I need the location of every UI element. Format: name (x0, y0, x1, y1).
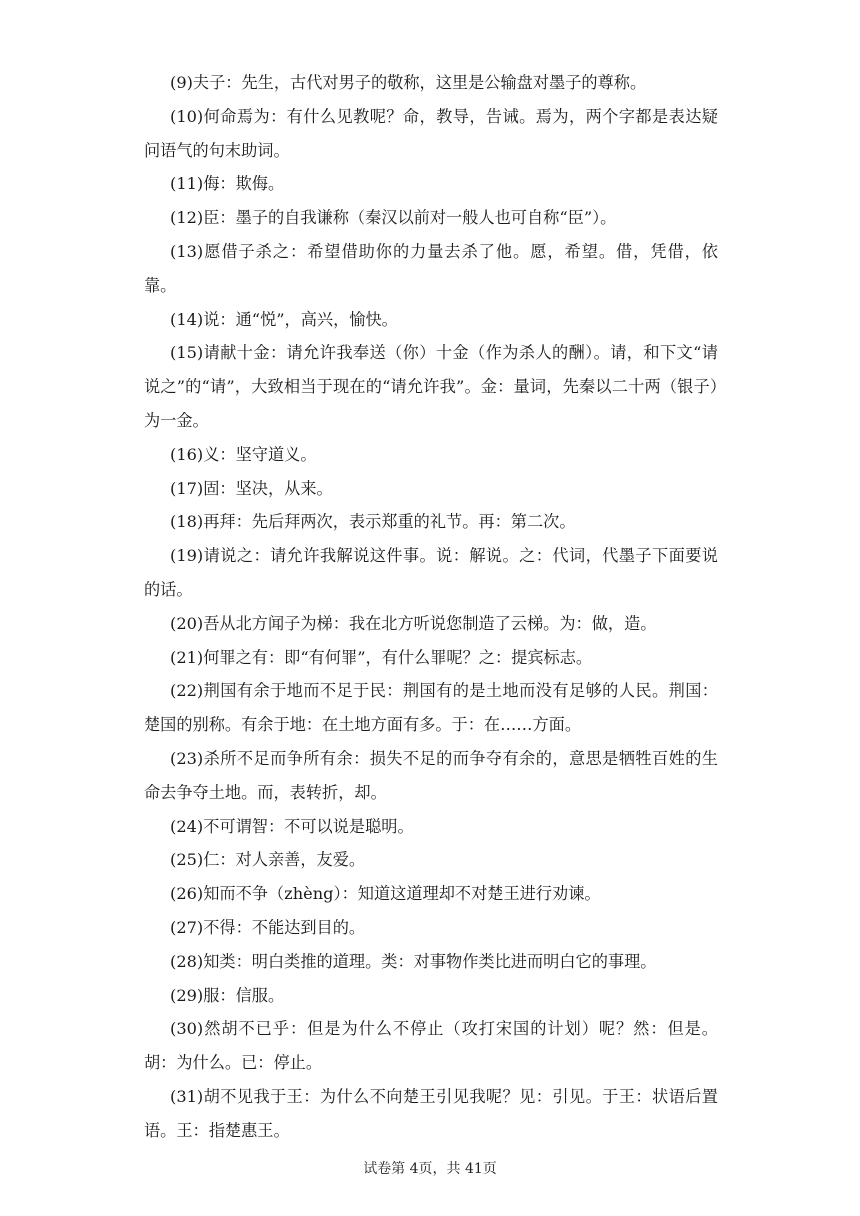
annotation-item: (15)请献十金：请允许我奉送（你）十金（作为杀人的酬）。请，和下文“请说之”的“请”，大致相当于现在的“请允许我”。金：量词，先秦以二十两（银子）为一金。 (144, 343, 718, 430)
annotation-item: (14)说：通“悦”，高兴，愉快。 (170, 309, 398, 329)
annotation-item: (16)义：坚守道义。 (170, 444, 317, 464)
annotation-item: (26)知而不争（zhèng）：知道这道理却不对楚王进行劝谏。 (170, 884, 601, 904)
annotation-item: (30)然胡不已乎：但是为什么不停止（攻打宋国的计划）呢？然：但是。胡：为什么。已：停止。 (144, 1019, 718, 1073)
annotation-item: (29)服：信服。 (170, 985, 285, 1005)
annotation-item: (24)不可谓智：不可以说是聪明。 (170, 816, 414, 836)
annotation-item: (13)愿借子杀之：希望借助你的力量去杀了他。愿，希望。借，凭借，依靠。 (144, 241, 718, 295)
annotation-item: (10)何命焉为：有什么见教呢？命，教导，告诫。焉为，两个字都是表达疑问语气的句末助词。 (144, 106, 718, 160)
annotation-item: (27)不得：不能达到目的。 (170, 917, 366, 937)
annotation-item: (28)知类：明白类推的道理。类：对事物作类比进而明白它的事理。 (170, 951, 657, 971)
annotation-item: (19)请说之：请允许我解说这件事。说：解说。之：代词，代墨子下面要说的话。 (144, 546, 718, 599)
annotation-item: (9)夫子：先生，古代对男子的敬称，这里是公输盘对墨子的尊称。 (170, 73, 647, 92)
annotation-item: (17)固：坚决，从来。 (170, 478, 333, 498)
annotation-list (144, 66, 718, 1148)
annotation-item: (22)荆国有余于地而不足于民：荆国有的是土地而没有足够的人民。荆国：楚国的别称。有余于地：在土地方面有多。于：在……方面。 (144, 681, 718, 735)
annotation-item: (12)臣：墨子的自我谦称（秦汉以前对一般人也可自称“臣”）。 (170, 208, 617, 228)
page-footer: 试卷第 4页，共 41页 (363, 1161, 497, 1177)
annotation-item: (21)何罪之有：即“有何罪”，有什么罪呢？之：提宾标志。 (170, 647, 593, 667)
annotation-item: (20)吾从北方闻子为梯：我在北方听说您制造了云梯。为：做，造。 (170, 613, 657, 633)
annotation-item: (25)仁：对人亲善，友爱。 (170, 850, 366, 870)
annotation-item: (11)侮：欺侮。 (170, 174, 285, 194)
annotation-item: (31)胡不见我于王：为什么不向楚王引见我呢？见：引见。于王：状语后置语。王：指楚惠王。 (144, 1086, 718, 1140)
annotation-item: (23)杀所不足而争所有余：损失不足的而争夺有余的，意思是牺牲百姓的生命去争夺土地。而，表转折，却。 (144, 748, 718, 802)
annotation-item: (18)再拜：先后拜两次，表示郑重的礼节。再：第二次。 (170, 512, 576, 532)
